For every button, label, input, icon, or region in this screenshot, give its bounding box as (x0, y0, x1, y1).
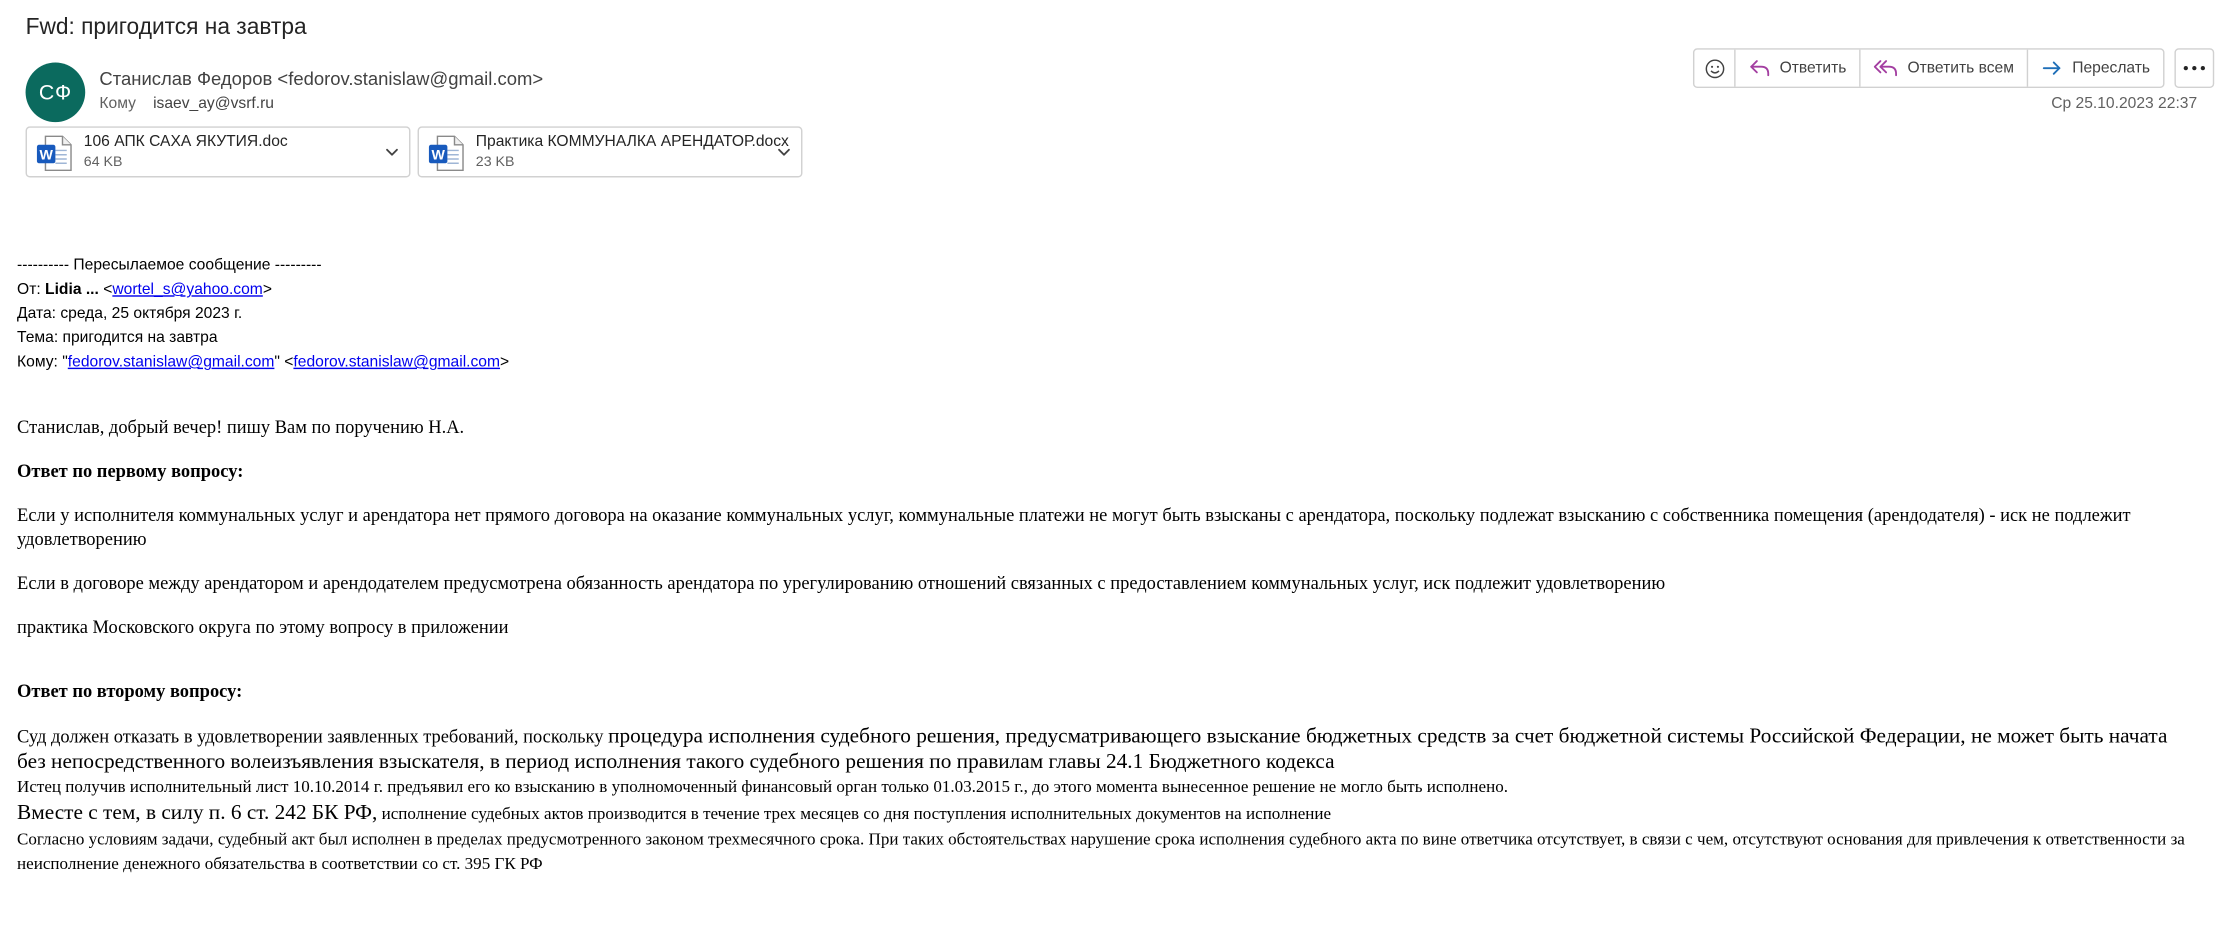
svg-text:W: W (431, 147, 445, 164)
chevron-down-icon[interactable] (383, 143, 400, 160)
attachment-card[interactable] (26, 126, 411, 177)
reply-button[interactable] (1736, 50, 1861, 87)
reply-all-button[interactable] (1861, 50, 2029, 87)
avatar-initials: СФ (38, 80, 72, 105)
sender-avatar[interactable] (26, 62, 86, 122)
attachment-size: 64 KB (83, 154, 123, 171)
q2-paragraph-1 (17, 724, 2197, 775)
reply-all-icon (1873, 58, 1899, 78)
react-button[interactable] (1694, 50, 1735, 87)
q2-p1-main: процедура исполнения судебного решения, предусматривающего взыскание бюджетных средств за счет бюджетной системы Российской Федерации, не может быть начата без непосредственного волеизъявления взыскателя, в период исполнения такого судебного решения по правилам главы 24.1 Бюджетного кодекса (17, 725, 2168, 774)
more-actions-button[interactable] (2174, 48, 2214, 88)
svg-text:W: W (39, 147, 53, 164)
q2-paragraph-4: Согласно условиям задачи, судебный акт был исполнен в пределах предусмотренного законом трехмесячного срока. При таких обстоятельствах нарушение срока исполнения судебного акта по вине ответчика отсутствует, в связи с чем, отсутствуют основания для привлечения к ответственности за неисполнение денежного обязательства в соответствии со ст. 395 ГК РФ (17, 829, 2185, 874)
recipient-line (99, 95, 274, 112)
forward-button[interactable] (2028, 50, 2163, 87)
q2-p1-lead: Суд должен отказать в удовлетворении заявленных требований, поскольку (17, 725, 609, 747)
recipient-address[interactable]: isaev_ay@vsrf.ru (153, 95, 275, 113)
message-toolbar (1693, 48, 2214, 88)
from-name: Lidia ... (45, 281, 99, 299)
forwarded-to: Кому: "fedorov.stanislaw@gmail.com" <fedorov.stanislaw@gmail.com> (17, 353, 510, 371)
sender-name[interactable]: Станислав Федоров <fedorov.stanislaw@gmail.com> (99, 68, 544, 90)
attachment-size: 23 KB (475, 154, 515, 171)
to-email-link[interactable]: fedorov.stanislaw@gmail.com (293, 353, 501, 371)
reply-icon (1748, 58, 1771, 78)
to-email-quoted-link[interactable]: fedorov.stanislaw@gmail.com (67, 353, 275, 371)
q2-paragraph-2: Истец получив исполнительный лист 10.10.2014 г. предъявил его ко взысканию в уполномоченный финансовый орган только 01.03.2015 г., до этого момента вынесенное решение не могло быть исполнено. (17, 776, 1508, 797)
subject-value: пригодится на завтра (62, 329, 218, 347)
forwarded-subject (17, 327, 509, 351)
q2-p3-main: исполнение судебных актов производится в течение трех месяцев со дня поступления исполнительных документов на исполнение (377, 803, 1332, 824)
reply-label: Ответить (1779, 59, 1847, 77)
date-label: Дата: (17, 305, 61, 323)
word-icon (428, 135, 465, 172)
received-date: Ср 25.10.2023 22:37 (2051, 95, 2198, 113)
chevron-down-icon[interactable] (775, 143, 792, 160)
forwarded-from: От: Lidia ... <wortel_s@yahoo.com> (17, 281, 272, 299)
forwarded-date (17, 302, 509, 326)
from-email-link[interactable]: wortel_s@yahoo.com (112, 281, 263, 299)
attachments-list (26, 126, 810, 177)
forwarded-header (17, 254, 509, 375)
email-subject: Fwd: пригодится на завтра (25, 15, 307, 40)
attachment-card[interactable] (418, 126, 803, 177)
q2-paragraph-3 (17, 801, 2197, 827)
attachment-name: Практика КОММУНАЛКА АРЕНДАТОР.docx (475, 133, 789, 151)
more-icon (2183, 65, 2206, 71)
forwarded-divider: ---------- Пересылаемое сообщение --------- (17, 256, 322, 274)
word-icon (36, 135, 73, 172)
q2-p3-lead: Вместе с тем, в силу п. 6 ст. 242 БК РФ, (17, 802, 378, 825)
subject-label: Тема: (17, 329, 63, 347)
q2-heading: Ответ по второму вопросу: (17, 679, 243, 702)
from-label: От: (17, 281, 46, 299)
greeting-paragraph: Станислав, добрый вечер! пишу Вам по поручению Н.А. (17, 415, 465, 438)
to-label: Кому (99, 95, 136, 113)
attachment-name: 106 АПК САХА ЯКУТИЯ.doc (83, 133, 288, 151)
q1-heading: Ответ по первому вопросу: (17, 459, 244, 482)
q1-paragraph-1: Если у исполнителя коммунальных услуг и арендатора нет прямого договора на оказание коммунальных услуг, коммунальные платежи не могут быть взысканы с арендатора, поскольку подлежат взысканию с собственника помещения (арендодателя) - иск не подлежит удовлетворению (17, 503, 2131, 550)
forward-label: Переслать (2072, 59, 2151, 77)
emoji-icon (1704, 57, 1725, 78)
forward-icon (2041, 58, 2064, 78)
q1-paragraph-3: практика Московского округа по этому вопросу в приложении (17, 616, 509, 638)
reply-all-label: Ответить всем (1907, 59, 2014, 77)
date-value: среда, 25 октября 2023 г. (60, 305, 243, 323)
action-button-group (1693, 48, 2164, 88)
to-label-fwd: Кому: (17, 353, 63, 371)
q1-paragraph-2: Если в договоре между арендатором и арендодателем предусмотрена обязанность арендатора по урегулированию отношений связанных с предоставлением коммунальных услуг, иск подлежит удовлетворению (17, 572, 1666, 594)
